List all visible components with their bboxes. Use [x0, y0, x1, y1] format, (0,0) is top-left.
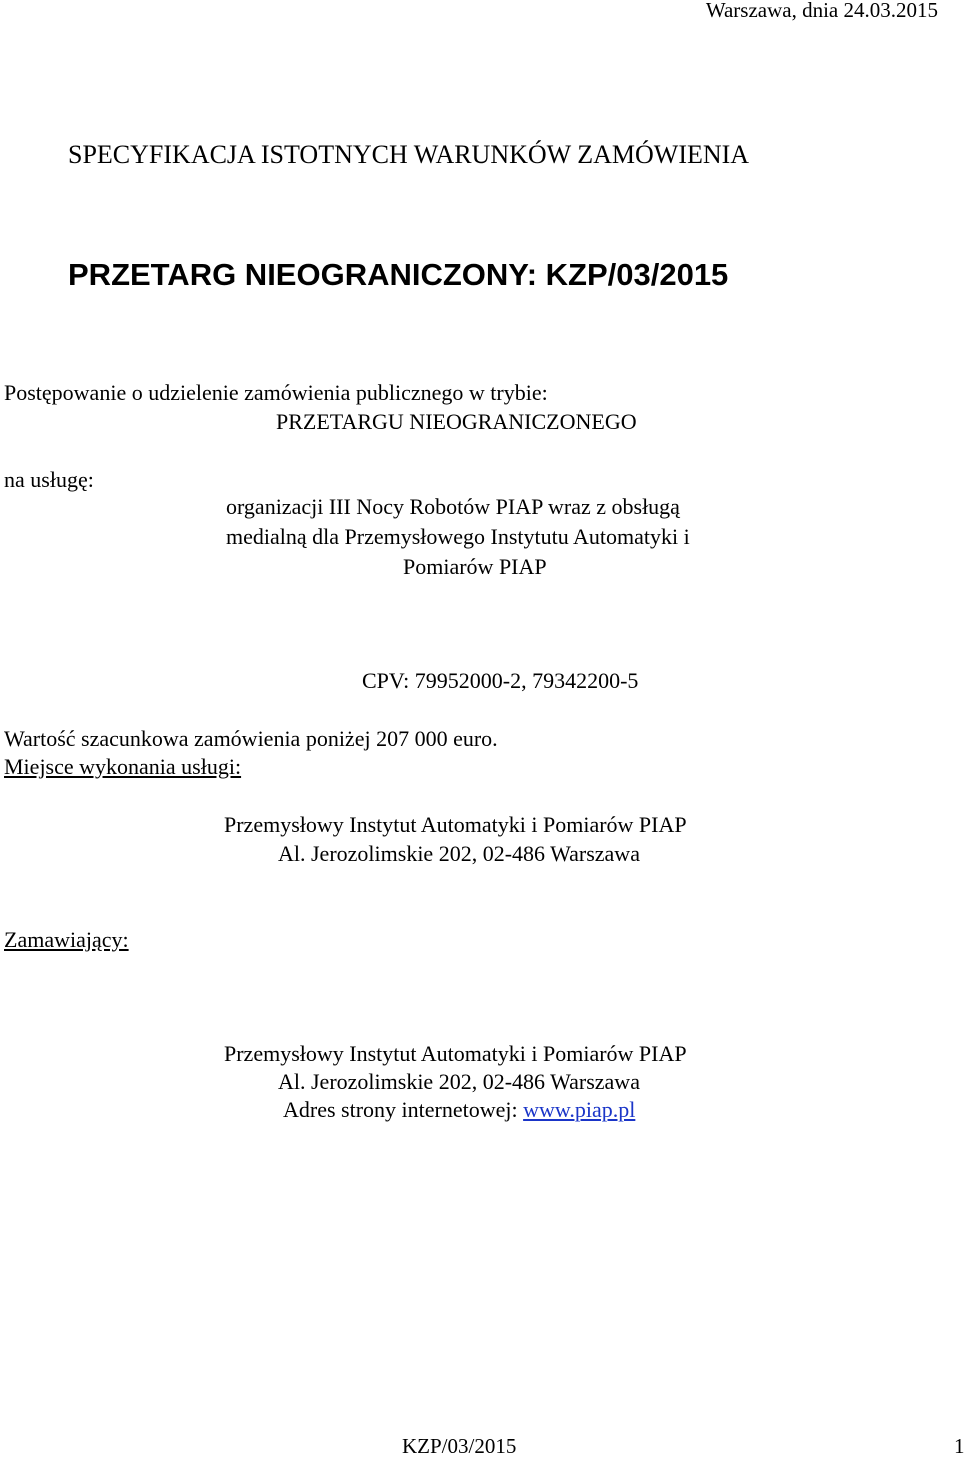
orderer-institution: Przemysłowy Instytut Automatyki i Pomiarów PIAP — [224, 1041, 687, 1066]
service-description-line-1: organizacji III Nocy Robotów PIAP wraz z obsługą — [226, 494, 680, 519]
orderer-address: Al. Jerozolimskie 202, 02-486 Warszawa — [278, 1069, 640, 1094]
website-link[interactable]: www.piap.pl — [523, 1097, 636, 1122]
tender-subtitle: PRZETARG NIEOGRANICZONY: KZP/03/2015 — [68, 257, 729, 292]
service-description-line-3: Pomiarów PIAP — [403, 554, 547, 579]
estimated-value: Wartość szacunkowa zamówienia poniżej 207 000 euro. — [4, 726, 498, 751]
service-label: na usługę: — [4, 467, 94, 492]
page-number: 1 — [954, 1434, 965, 1458]
service-description-line-2: medialną dla Przemysłowego Instytutu Automatyki i — [226, 524, 690, 549]
orderer-label: Zamawiający: — [4, 927, 129, 952]
procedure-line: Postępowanie o udzielenie zamówienia publicznego w trybie: — [4, 380, 548, 405]
document-date: Warszawa, dnia 24.03.2015 — [705, 0, 938, 22]
place-label: Miejsce wykonania usługi: — [4, 754, 242, 779]
place-institution: Przemysłowy Instytut Automatyki i Pomiarów PIAP — [224, 812, 687, 837]
cpv-codes: CPV: 79952000-2, 79342200-5 — [362, 668, 639, 693]
place-address: Al. Jerozolimskie 202, 02-486 Warszawa — [278, 841, 640, 866]
document-title: SPECYFIKACJA ISTOTNYCH WARUNKÓW ZAMÓWIENIA — [68, 140, 750, 169]
orderer-website — [283, 1099, 635, 1121]
procedure-mode: PRZETARGU NIEOGRANICZONEGO — [276, 409, 637, 434]
website-label: Adres strony internetowej: — [283, 1097, 518, 1122]
footer-doc-id: KZP/03/2015 — [402, 1434, 517, 1458]
